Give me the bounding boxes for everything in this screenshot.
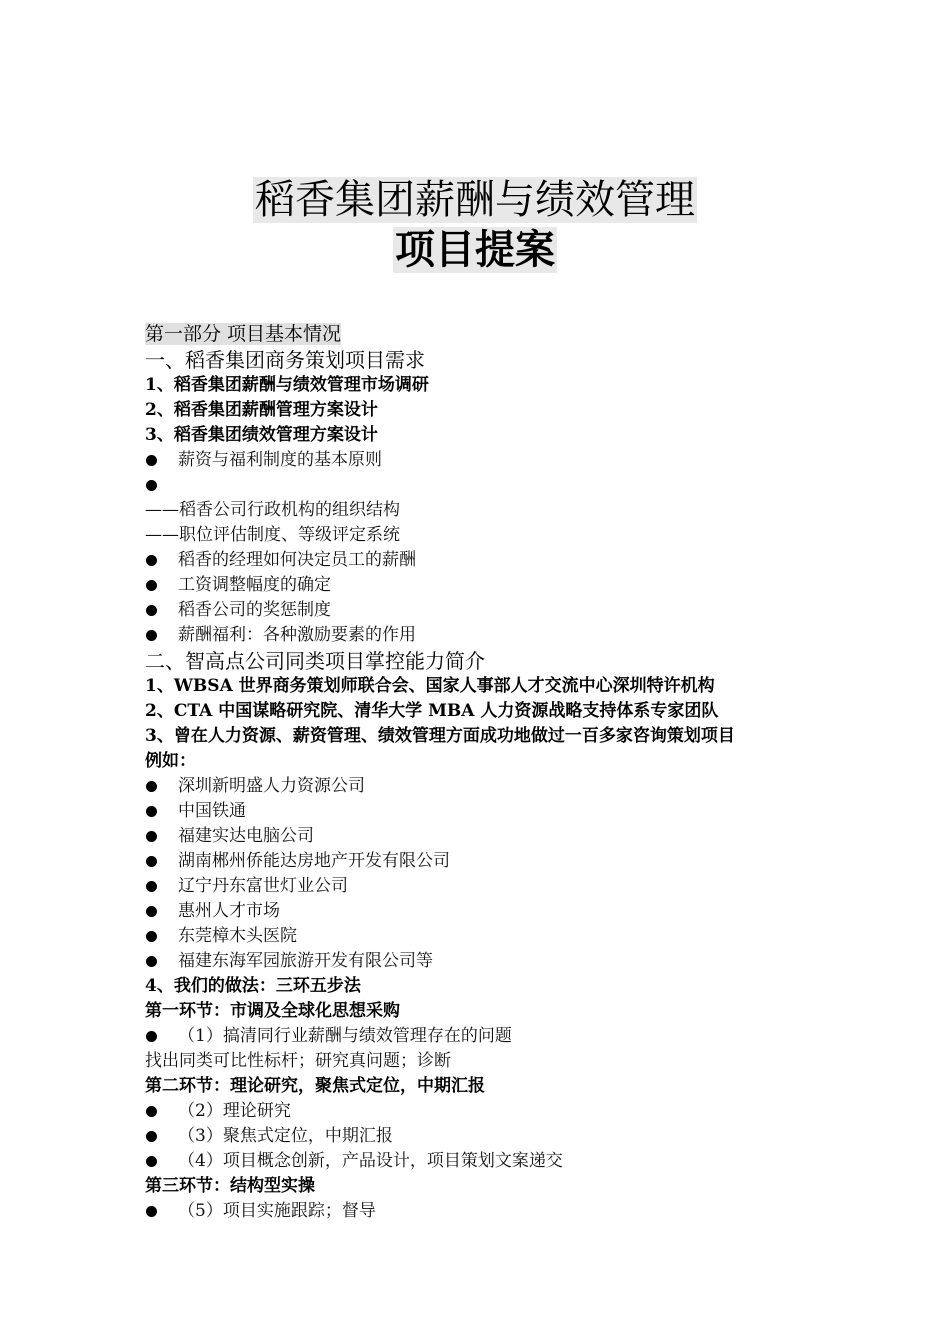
bullet-item (145, 1199, 825, 1224)
section-heading: 一、稻香集团商务策划项目需求 (145, 348, 425, 372)
section-heading: 二、智高点公司同类项目掌控能力简介 (145, 649, 485, 673)
bullet-icon (146, 455, 157, 466)
bullet-item (145, 448, 825, 473)
bullet-text: 深圳新明盛人力资源公司 (178, 776, 365, 796)
part-heading (145, 322, 825, 347)
bullet-text: 中国铁通 (178, 801, 246, 821)
bullet-text: （4）项目概念创新，产品设计，项目策划文案递交 (178, 1151, 563, 1171)
bullet-item (145, 949, 825, 974)
bullet-text: 东莞樟木头医院 (178, 926, 297, 946)
bold-paragraph: 1、稻香集团薪酬与绩效管理市场调研 (145, 375, 429, 395)
bullet-icon (146, 1131, 157, 1142)
bold-paragraph: 4、我们的做法：三环五步法 (145, 976, 361, 996)
bullet-icon (146, 630, 157, 641)
bullet-text: 稻香公司的奖惩制度 (178, 600, 331, 620)
document-body (145, 322, 825, 1224)
bullet-item (145, 824, 825, 849)
bullet-item (145, 1149, 825, 1174)
part-heading-text: 第一部分 项目基本情况 (145, 323, 342, 345)
bold-paragraph: 例如： (145, 751, 196, 771)
bold-paragraph: 2、稻香集团薪酬管理方案设计 (145, 400, 378, 420)
bullet-text: 惠州人才市场 (178, 901, 280, 921)
bullet-item (145, 598, 825, 623)
bullet-icon (146, 555, 157, 566)
bold-paragraph: 1、WBSA 世界商务策划师联合会、国家人事部人才交流中心深圳特许机构 (145, 676, 715, 696)
bullet-text: 工资调整幅度的确定 (178, 575, 331, 595)
bullet-item (145, 924, 825, 949)
bullet-text: 福建东海军园旅游开发有限公司等 (178, 951, 433, 971)
bullet-text: 薪酬福利：各种激励要素的作用 (178, 625, 416, 645)
bullet-item (145, 899, 825, 924)
bullet-item (145, 1024, 825, 1049)
bullet-text: 稻香的经理如何决定员工的薪酬 (178, 550, 416, 570)
bullet-icon (146, 1031, 157, 1042)
bullet-item (145, 1099, 825, 1124)
bullet-icon (146, 881, 157, 892)
bullet-icon (146, 480, 157, 491)
bullet-text: 薪资与福利制度的基本原则 (178, 450, 382, 470)
document-title-line2: 项目提案 (395, 227, 555, 273)
bullet-icon (146, 605, 157, 616)
bold-paragraph: 3、曾在人力资源、薪资管理、绩效管理方面成功地做过一百多家咨询策划项目 (145, 726, 735, 746)
document-title-line1: 稻香集团薪酬与绩效管理 (255, 177, 695, 223)
bullet-icon (146, 931, 157, 942)
bullet-item (145, 623, 825, 648)
bullet-icon (146, 956, 157, 967)
bold-paragraph: 第二环节：理论研究，聚焦式定位，中期汇报 (145, 1076, 485, 1096)
bullet-icon (146, 1106, 157, 1117)
bullet-icon (146, 856, 157, 867)
bullet-icon (146, 580, 157, 591)
bullet-item (145, 548, 825, 573)
bullet-item (145, 774, 825, 799)
plain-paragraph: ——职位评估制度、等级评定系统 (145, 525, 400, 545)
bullet-item (145, 573, 825, 598)
plain-paragraph: 找出同类可比性标杆；研究真问题；诊断 (145, 1051, 451, 1071)
bullet-text: （5）项目实施跟踪；督导 (178, 1201, 376, 1221)
bullet-text: 福建实达电脑公司 (178, 826, 314, 846)
bullet-text: （2）理论研究 (178, 1101, 291, 1121)
bullet-item (145, 849, 825, 874)
bullet-item (145, 874, 825, 899)
bold-paragraph: 3、稻香集团绩效管理方案设计 (145, 425, 378, 445)
bullet-icon (146, 831, 157, 842)
bullet-text: （3）聚焦式定位，中期汇报 (178, 1126, 393, 1146)
bullet-icon (146, 806, 157, 817)
bold-paragraph: 第三环节：结构型实操 (145, 1176, 315, 1196)
bullet-text: 湖南郴州侨能达房地产开发有限公司 (178, 851, 450, 871)
bullet-item (145, 799, 825, 824)
bullet-text: 辽宁丹东富世灯业公司 (178, 876, 348, 896)
bullet-icon (146, 1156, 157, 1167)
bold-paragraph: 第一环节：市调及全球化思想采购 (145, 1001, 400, 1021)
bullet-item (145, 1124, 825, 1149)
bold-paragraph: 2、CTA 中国谋略研究院、清华大学 MBA 人力资源战略支持体系专家团队 (145, 701, 719, 721)
bullet-icon (146, 1206, 157, 1217)
bullet-icon (146, 906, 157, 917)
plain-paragraph: ——稻香公司行政机构的组织结构 (145, 500, 400, 520)
bullet-item (145, 473, 825, 498)
bullet-icon (146, 781, 157, 792)
bullet-text: （1）搞清同行业薪酬与绩效管理存在的问题 (178, 1026, 512, 1046)
